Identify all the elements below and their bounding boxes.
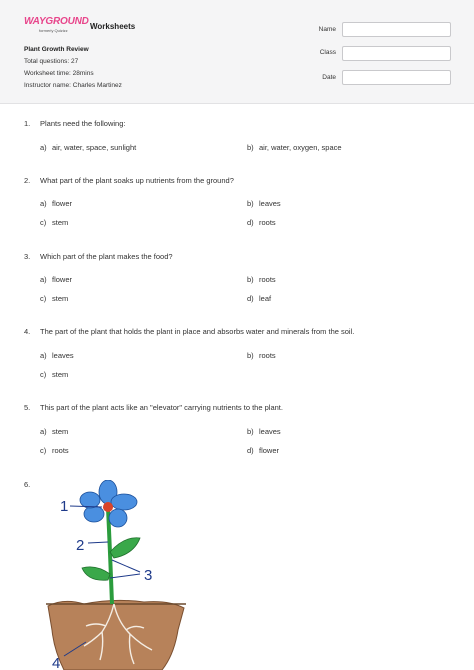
plant-diagram (44, 480, 194, 670)
option-text: stem (52, 370, 69, 379)
question-text: The part of the plant that holds the plant in place and absorbs water and minerals from the soil. (40, 327, 355, 336)
question-text: What part of the plant soaks up nutrients from the ground? (40, 176, 234, 185)
option-letter: a) (40, 199, 47, 208)
question-text: This part of the plant acts like an "elevator" carrying nutrients to the plant. (40, 403, 283, 412)
brand-subtitle: formerly Quizizz (39, 28, 68, 33)
option-letter: c) (40, 370, 47, 379)
option-letter: b) (247, 143, 254, 152)
option-letter: b) (247, 275, 254, 284)
name-label: Name (318, 26, 336, 33)
option-text: flower (52, 199, 73, 208)
option-letter: b) (247, 351, 254, 360)
question-text: Plants need the following: (40, 119, 126, 128)
option-letter: d) (247, 294, 254, 303)
flower-center (103, 502, 113, 512)
option-text: leaves (259, 427, 281, 436)
date-field[interactable] (342, 70, 451, 85)
answer-option[interactable] (40, 199, 72, 208)
option-letter: a) (40, 351, 47, 360)
answer-option[interactable] (40, 446, 69, 455)
worksheet-header (0, 0, 474, 104)
diagram-label-4: 4 (52, 655, 61, 670)
answer-option[interactable] (247, 351, 276, 360)
question-number: 5. (24, 403, 31, 412)
option-text: roots (259, 275, 276, 284)
answer-option[interactable] (40, 427, 68, 436)
diagram-label-3: 3 (144, 567, 153, 584)
answer-option[interactable] (40, 370, 68, 379)
answer-option[interactable] (40, 218, 68, 227)
answer-option[interactable] (247, 427, 281, 436)
instructor-name: Instructor name: Charles Martinez (24, 82, 122, 89)
question-number: 2. (24, 176, 31, 185)
option-letter: b) (247, 199, 254, 208)
leaf-left (82, 567, 110, 580)
option-text: flower (52, 275, 73, 284)
answer-option[interactable] (40, 275, 72, 284)
answer-option[interactable] (247, 143, 342, 152)
option-text: stem (52, 218, 69, 227)
brand-name: WAYGROUND (24, 16, 89, 27)
option-letter: d) (247, 446, 254, 455)
diagram-label-1: 1 (60, 498, 69, 515)
question-number: 6. (24, 480, 31, 489)
option-letter: b) (247, 427, 254, 436)
answer-option[interactable] (247, 218, 276, 227)
question-number: 3. (24, 252, 31, 261)
leaf-right (110, 538, 140, 558)
question-number: 4. (24, 327, 31, 336)
answer-option[interactable] (40, 351, 74, 360)
worksheet-time: Worksheet time: 28mins (24, 70, 94, 77)
question-number: 1. (24, 119, 31, 128)
option-text: air, water, space, sunlight (52, 143, 137, 152)
option-text: flower (259, 446, 280, 455)
answer-option[interactable] (247, 199, 281, 208)
option-text: leaf (259, 294, 272, 303)
option-letter: d) (247, 218, 254, 227)
total-questions: Total questions: 27 (24, 58, 79, 65)
answer-option[interactable] (40, 294, 68, 303)
option-text: stem (52, 294, 69, 303)
answer-option[interactable] (247, 446, 279, 455)
option-text: leaves (52, 351, 74, 360)
option-letter: a) (40, 427, 47, 436)
question-text: Which part of the plant makes the food? (40, 252, 173, 261)
option-text: air, water, oxygen, space (259, 143, 342, 152)
option-letter: c) (40, 446, 47, 455)
class-label: Class (319, 49, 336, 56)
answer-option[interactable] (247, 294, 271, 303)
option-text: roots (259, 218, 276, 227)
section-title: Worksheets (90, 22, 136, 31)
worksheet-meta (24, 44, 122, 92)
class-field[interactable] (342, 46, 451, 61)
answer-option[interactable] (247, 275, 276, 284)
option-text: roots (52, 446, 69, 455)
option-letter: c) (40, 294, 47, 303)
option-text: leaves (259, 199, 281, 208)
name-field[interactable] (342, 22, 451, 37)
option-letter: a) (40, 275, 47, 284)
option-text: roots (259, 351, 276, 360)
date-label: Date (322, 74, 336, 81)
option-text: stem (52, 427, 69, 436)
diagram-label-2: 2 (76, 537, 85, 554)
worksheet-title: Plant Growth Review (24, 46, 89, 53)
option-letter: a) (40, 143, 47, 152)
answer-option[interactable] (40, 143, 136, 152)
option-letter: c) (40, 218, 47, 227)
